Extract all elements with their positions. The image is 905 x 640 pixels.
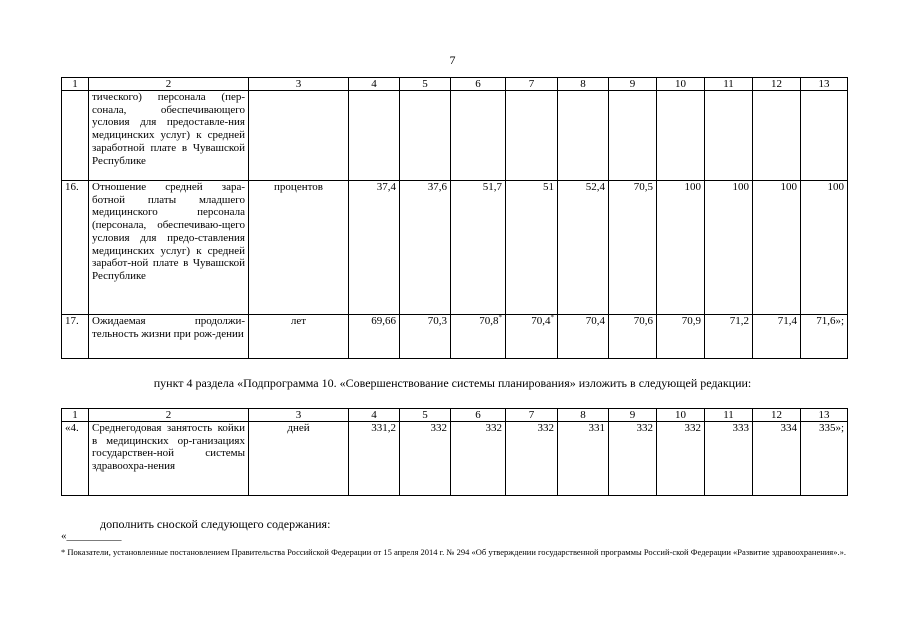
value-cell: 334: [753, 422, 801, 496]
value-cell: [451, 91, 506, 181]
indicator-name: тического) персонала (пер-сонала, обеспечивающего условия для предоставле-ния медицинских услуг) к средней заработной плате в Чувашской Республике: [89, 91, 249, 181]
header-cell: 4: [349, 409, 400, 422]
header-cell: 11: [705, 409, 753, 422]
value-cell: [609, 91, 657, 181]
header-cell: 5: [400, 78, 451, 91]
header-cell: 2: [89, 78, 249, 91]
value-cell: [558, 91, 609, 181]
header-cell: 6: [451, 409, 506, 422]
header-cell: 8: [558, 78, 609, 91]
row-number: 16.: [62, 181, 89, 315]
value-cell: 70,3: [400, 315, 451, 359]
amendment-instruction: пункт 4 раздела «Подпрограмма 10. «Совершенствование системы планирования» изложить в следующей редакции:: [153, 376, 752, 390]
table-row: [62, 181, 848, 315]
header-cell: 13: [801, 78, 848, 91]
value-cell: 331,2: [349, 422, 400, 496]
header-cell: 3: [249, 409, 349, 422]
header-cell: 3: [249, 78, 349, 91]
table-row: [62, 422, 848, 496]
unit-cell: лет: [249, 315, 349, 359]
value-cell: [349, 91, 400, 181]
value-cell: 332: [451, 422, 506, 496]
page-number: 7: [449, 53, 456, 67]
row-number: 17.: [62, 315, 89, 359]
header-cell: 13: [801, 409, 848, 422]
header-cell: 7: [506, 78, 558, 91]
footnote-text: Показатели, установленные постановлением Правительства Российской Федерации от 15 апреля 2014 г. № 294 «Об утверждении государственной программы Россий-ской Федерации «Развитие здравоохранения».».: [67, 547, 846, 557]
value-cell: 70,4: [558, 315, 609, 359]
value-cell: 100: [657, 181, 705, 315]
header-cell: 12: [753, 409, 801, 422]
unit-cell: [249, 91, 349, 181]
table-header-row: [62, 409, 848, 422]
value-cell: 52,4: [558, 181, 609, 315]
footnote-mark: *: [498, 313, 502, 322]
header-cell: 9: [609, 78, 657, 91]
value-text: 70,8: [479, 315, 499, 327]
header-cell: 8: [558, 409, 609, 422]
value-cell: 51: [506, 181, 558, 315]
value-cell: 335»;: [801, 422, 848, 496]
value-cell: [451, 315, 506, 359]
value-cell: 333: [705, 422, 753, 496]
value-cell: 70,6: [609, 315, 657, 359]
header-cell: 7: [506, 409, 558, 422]
indicator-name: Среднегодовая занятость койки в медицинских ор-ганизациях государствен-ной системы здравоохра-нения: [89, 422, 249, 496]
value-cell: 70,5: [609, 181, 657, 315]
header-cell: 10: [657, 78, 705, 91]
value-cell: [705, 91, 753, 181]
value-cell: 51,7: [451, 181, 506, 315]
value-cell: 71,2: [705, 315, 753, 359]
footnote-addition-instruction: дополнить сноской следующего содержания:: [100, 517, 331, 531]
value-cell: 332: [400, 422, 451, 496]
footnote-mark: *: [550, 313, 554, 322]
unit-cell: процентов: [249, 181, 349, 315]
table-header-row: [62, 78, 848, 91]
header-cell: 4: [349, 78, 400, 91]
value-cell: 100: [753, 181, 801, 315]
header-cell: 12: [753, 78, 801, 91]
value-cell: [753, 91, 801, 181]
header-cell: 10: [657, 409, 705, 422]
unit-cell: дней: [249, 422, 349, 496]
footnote: [61, 547, 851, 558]
value-cell: 37,6: [400, 181, 451, 315]
table-row: [62, 315, 848, 359]
indicator-name: Ожидаемая продолжи-тельность жизни при рож-дении: [89, 315, 249, 359]
value-cell: 332: [506, 422, 558, 496]
row-number: «4.: [62, 422, 89, 496]
value-cell: [400, 91, 451, 181]
value-cell: 71,6»;: [801, 315, 848, 359]
value-cell: [657, 91, 705, 181]
value-cell: 69,66: [349, 315, 400, 359]
value-cell: 71,4: [753, 315, 801, 359]
header-cell: 2: [89, 409, 249, 422]
header-cell: 11: [705, 78, 753, 91]
row-number: [62, 91, 89, 181]
table-row: [62, 91, 848, 181]
header-cell: 1: [62, 409, 89, 422]
value-cell: 332: [609, 422, 657, 496]
value-cell: [506, 315, 558, 359]
value-cell: [801, 91, 848, 181]
value-cell: 100: [801, 181, 848, 315]
footnote-separator: «__________: [61, 530, 122, 542]
value-cell: 70,9: [657, 315, 705, 359]
indicators-table-continued: [61, 77, 848, 359]
value-cell: 332: [657, 422, 705, 496]
header-cell: 5: [400, 409, 451, 422]
planning-indicators-table: [61, 408, 848, 496]
value-cell: 100: [705, 181, 753, 315]
value-cell: [506, 91, 558, 181]
header-cell: 1: [62, 78, 89, 91]
header-cell: 9: [609, 409, 657, 422]
value-text: 70,4: [531, 315, 551, 327]
value-cell: 331: [558, 422, 609, 496]
footnote-mark: *: [61, 547, 66, 557]
header-cell: 6: [451, 78, 506, 91]
indicator-name: Отношение средней зара-ботной платы младшего медицинского персонала (персонала, обеспечиваю-щего условия для предо-ставления медицинских услуг) к средней заработ-ной плате в Чувашской Республике: [89, 181, 249, 315]
value-cell: 37,4: [349, 181, 400, 315]
